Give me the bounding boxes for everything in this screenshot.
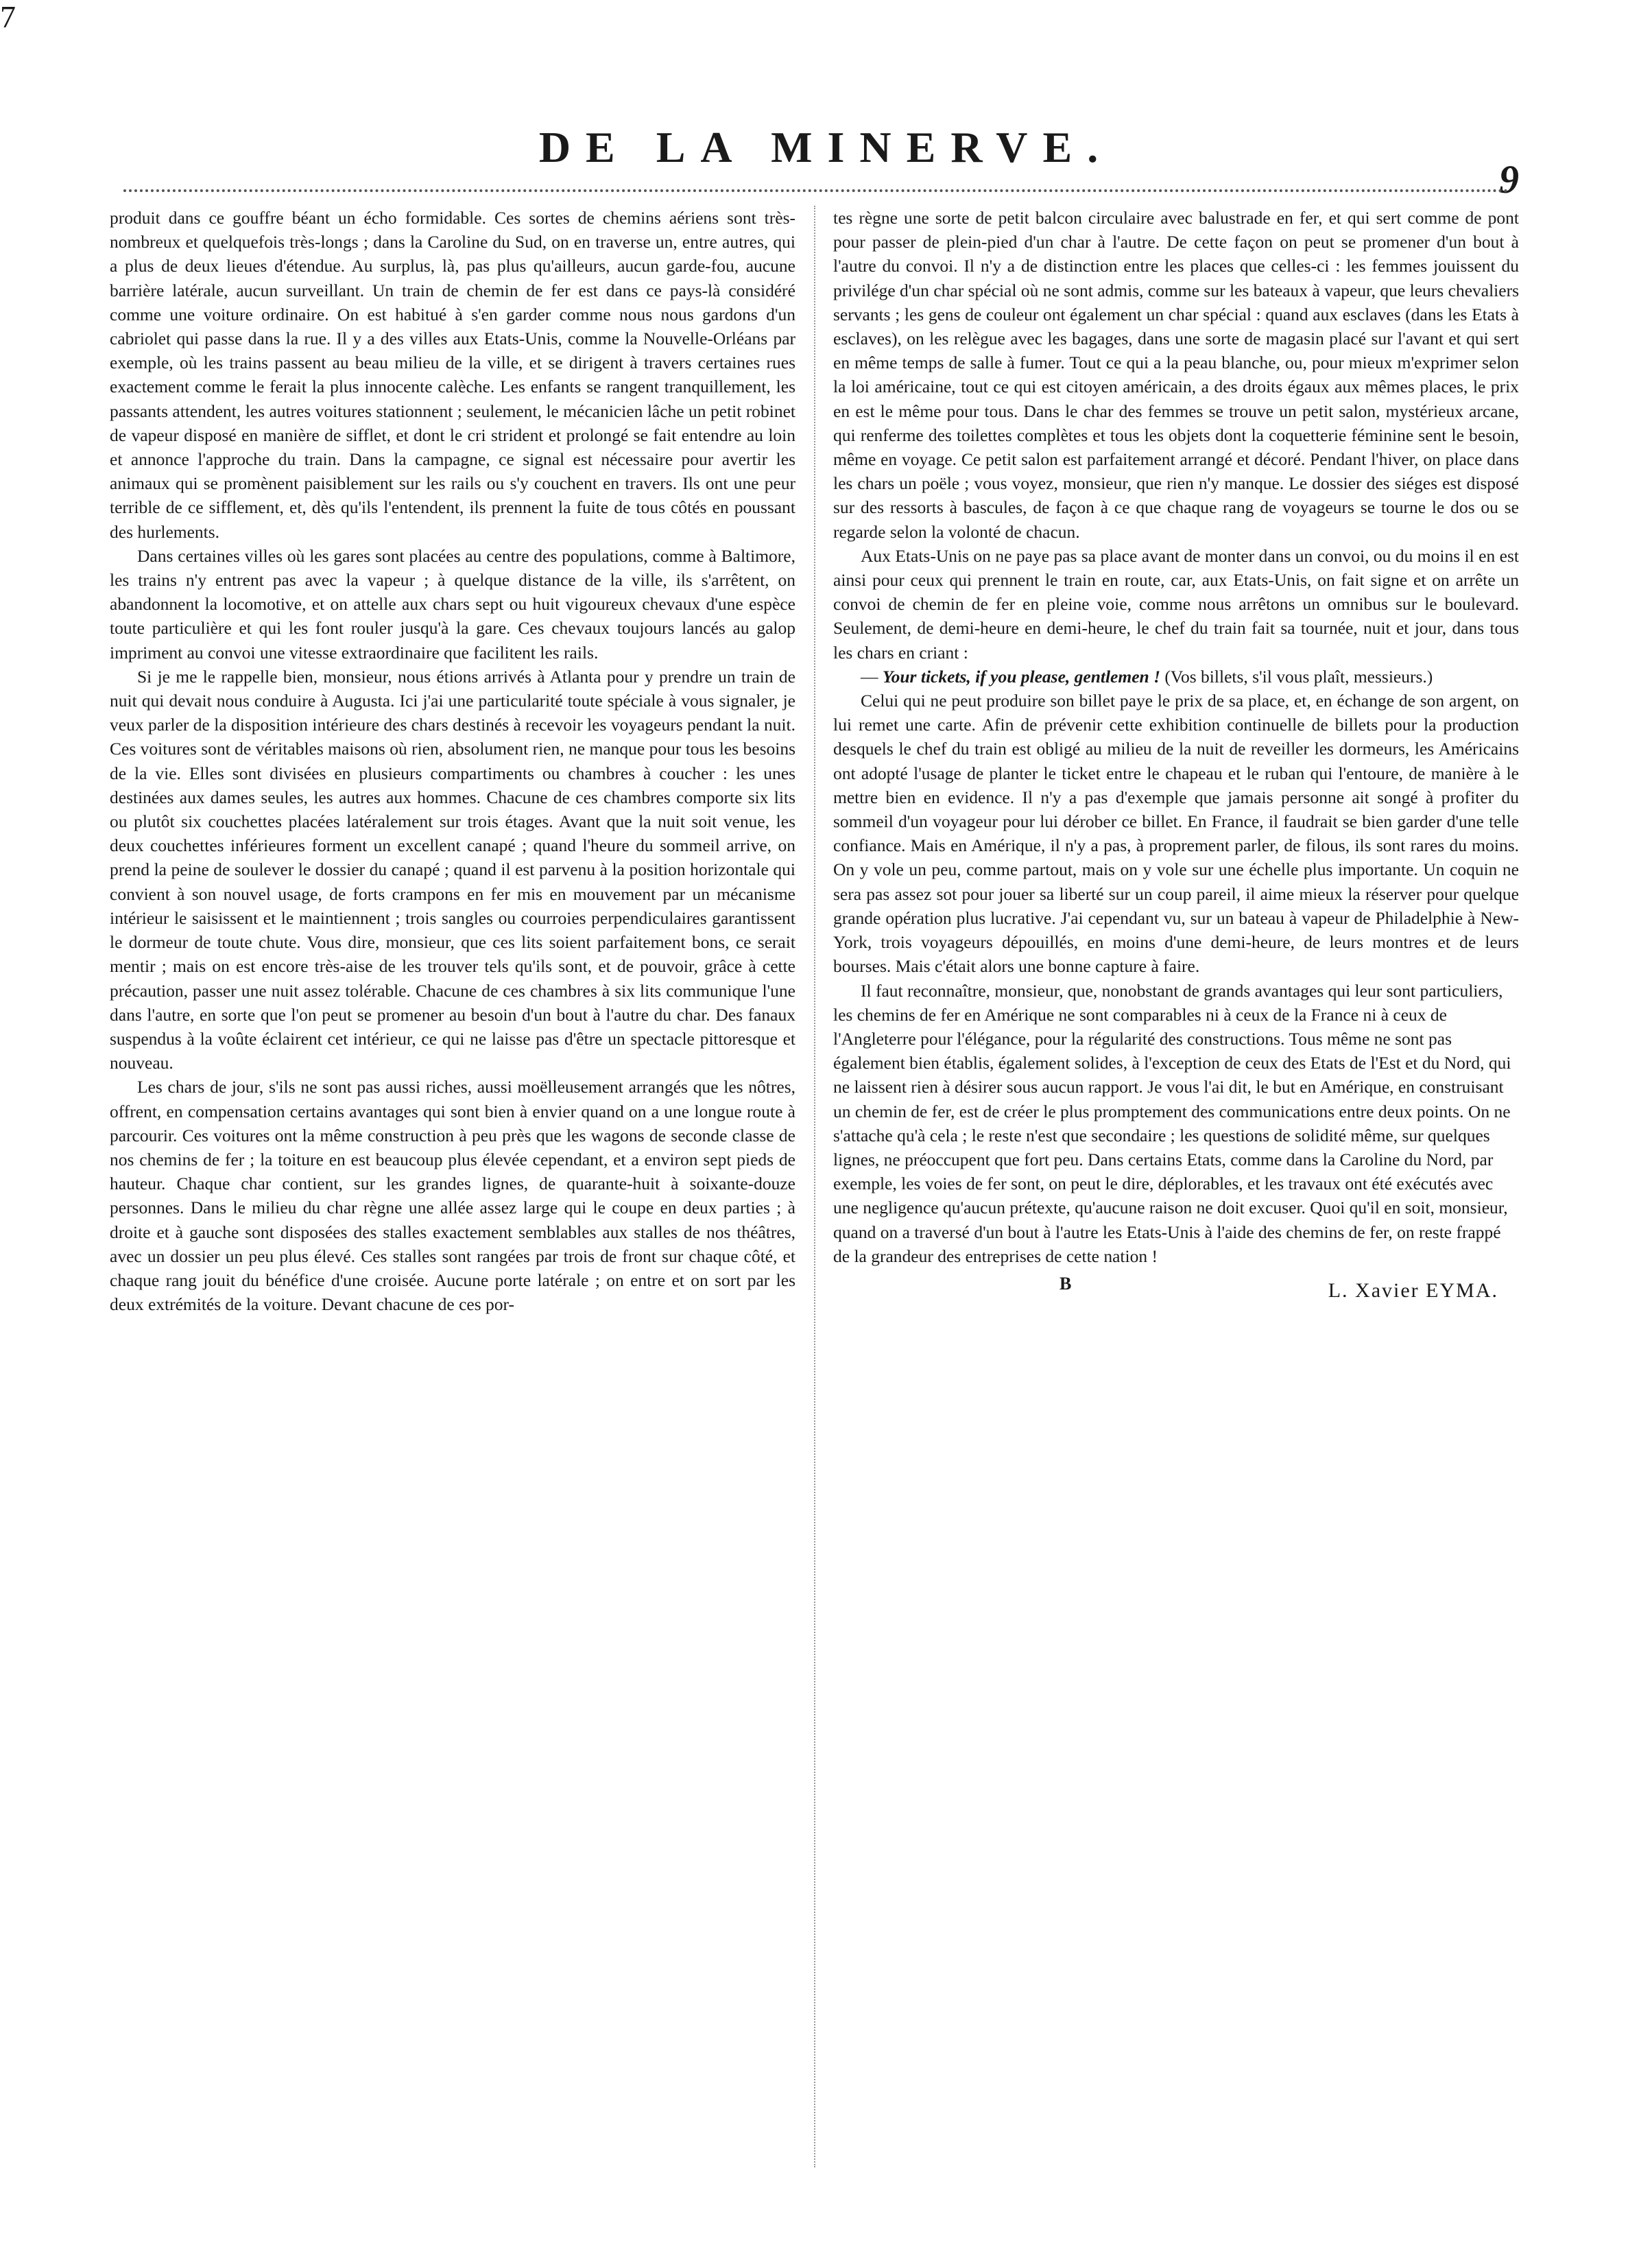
author-signature: L. Xavier EYMA.: [1328, 1278, 1498, 1302]
right-paragraph-4: Celui qui ne peut produire son billet paye le prix de sa place, et, en échange de son argent, on lui remet une carte. Afin de prévenir cette exhibition continuelle de billets pour la production desquels le chef du train est obligé au milieu de la nuit de reveiller les dormeurs, les Américains ont adopté l'usage de planter le ticket entre le chapeau et le ruban qui l'entoure, de manière à le mettre bien en evidence. Il n'y a pas d'exemple que jamais personne ait songé à profiter du sommeil d'un voyageur pour lui dérober ce billet. En France, il faudrait se bien garder d'une telle confiance. Mais en Amérique, il n'y a pas, à proprement parler, de filous, ils sont rares du moins. On y vole un peu, comme partout, mais on y vole sur une échelle plus importante. Un coquin ne sera pas assez sot pour jouer sa liberté sur un coup pareil, il aime mieux la réserver pour quelque grande opération plus lucrative. J'ai cependant vu, sur un bateau à vapeur de Philadelphie à New-York, trois voyageurs dépouillés, en moins d'une demi-heure, de leurs montres et de leurs bourses. Mais c'était alors une bonne capture à faire.: [833, 691, 1519, 977]
right-paragraph-5: Il faut reconnaître, monsieur, que, nonobstant de grands avantages qui leur sont particuliers, les chemins de fer en Amérique ne sont comparables ni à ceux de la France ni à ceux de l'Angleterre pour l'élégance, pour la régularité des constructions. Tous même ne sont pas également bien établis, également solides, à l'exception de ceux des Etats de l'Est et du Nord, qui ne laissent rien à désirer sous aucun rapport. Je vous l'ai dit, le but en Amérique, en construisant un chemin de fer, est de créer le plus promptement des communications entre deux points. On ne s'attache qu'à cela ; le reste n'est que secondaire ; les questions de solidité même, sur quelques lignes, ne préoccupent que fort peu. Dans certains Etats, comme dans la Caroline du Nord, par exemple, les voies de fer sont, on peut le dire, déplorables, et les travaux ont été exécutés avec une negligence qu'aucun prétexte, qu'aucune raison ne doit excuser. Quoi qu'il en soit, monsieur, quand on a traversé d'un bout à l'autre les Etats-Unis à l'aide des chemins de fer, on reste frappé de la grandeur des entreprises de cette nation !: [833, 980, 1511, 1266]
translation: (Vos billets, s'il vous plaît, messieurs.): [1160, 666, 1433, 687]
page-number: 9: [1499, 157, 1519, 202]
running-head: DE LA MINERVE.: [538, 123, 1114, 171]
left-paragraph-4: Les chars de jour, s'ils ne sont pas aussi riches, aussi moëlleusement arrangés que les nôtres, offrent, en compensation certains avantages qui sont bien à envier quand on a une longue route à parcourir. Ces voitures ont la même construction à peu près que les wagons de seconde classe de nos chemins de fer ; la toiture en est beaucoup plus élevée cependant, et a environ sept pieds de hauteur. Chaque char contient, sur les grandes lignes, de quarante-huit à soixante-douze personnes. Dans le milieu du char règne une allée assez large qui le coupe en deux parties ; à droite et à gauche sont disposées des stalles exactement semblables aux stalles de nos théâtres, avec un dossier un peu plus élevé. Ces stalles sont rangées par trois de front sur chaque côté, et chaque rang jouit du bénéfice d'une croisée. Aucune porte latérale ; on entre et on sort par les deux extrémités de la voiture. Devant chacune de ces por-: [110, 1077, 795, 1315]
left-paragraph-2: Dans certaines villes où les gares sont placées au centre des populations, comme à Baltimore, les trains n'y entrent pas avec la vapeur ; à quelque distance de la ville, ils s'arrêtent, on abandonnent la locomotive, et on attelle aux chars sept ou huit vigoureux chevaux d'une espèce toute particulière et qui les font rouler jusqu'à la gare. Ces chevaux toujours lancés au galop impriment au convoi une vitesse extraordinaire que facilitent les rails.: [110, 545, 795, 663]
right-column: [833, 206, 1519, 2167]
right-paragraph-3: [833, 665, 1519, 689]
signature-line: [833, 1274, 1519, 1301]
column-divider: [814, 206, 815, 2167]
left-paragraph-1: produit dans ce gouffre béant un écho formidable. Ces sortes de chemins aériens sont très-nombreux et quelquefois très-longs ; dans la Caroline du Sud, on en traverse un, entre autres, qui a plus de deux lieues d'étendue. Au surplus, là, pas plus qu'ailleurs, aucun garde-fou, aucune barrière latérale, aucun surveillant. Un train de chemin de fer est dans ce pays-là considéré comme une voiture ordinaire. On est habitué à s'en garder comme nous nous gardons d'un cabriolet qui passe dans la rue. Il y a des villes aux Etats-Unis, comme la Nouvelle-Orléans par exemple, où les trains passent au beau milieu de la ville, et se dirigent à travers certaines rues exactement comme le ferait la plus innocente calèche. Les enfants se rangent tranquillement, les passants attendent, les autres voitures stationnent ; seulement, le mécanicien lâche un petit robinet de vapeur disposé en manière de sifflet, et dont le cri strident et prolongé se fait entendre au loin et annonce l'approche du train. Dans la campagne, ce signal est nécessaire pour avertir les animaux qui se promènent paisiblement sur les rails ou s'y couchent en travers. Ils ont une peur terrible de ce sifflement, et, dès qu'ils l'entendent, ils prennent la fuite de tous côtés en poussant des hurlements.: [110, 208, 795, 542]
header-rule: [123, 189, 1509, 192]
signature-mark: B: [1060, 1273, 1072, 1294]
left-column: [110, 206, 795, 2167]
corner-page-mark: 7: [0, 0, 16, 34]
right-paragraph-2: Aux Etats-Unis on ne paye pas sa place avant de monter dans un convoi, ou du moins il en est ainsi pour ceux qui prennent le train en route, car, aux Etats-Unis, on fait signe et on arrête un convoi de chemin de fer en pleine voie, comme nous arrêtons un omnibus sur le boulevard. Seulement, de demi-heure en demi-heure, le chef du train fait sa tournée, nuit et jour, dans tous les chars en criant :: [833, 545, 1519, 663]
right-paragraph-1: tes règne une sorte de petit balcon circulaire avec balustrade en fer, et qui sert comme de pont pour passer de plein-pied d'un char à l'autre. De cette façon on peut se promener d'un bout à l'autre du convoi. Il n'y a de distinction entre les places que celles-ci : les femmes jouissent du privilége d'un char spécial où ne sont admis, comme sur les bateaux à vapeur, que leurs chevaliers servants ; les gens de couleur ont également un char spécial : quand aux esclaves (dans les Etats à esclaves), on les relègue avec les bagages, dans une sorte de magasin placé sur l'avant et qui sert en même temps de salle à fumer. Tout ce qui a la peau blanche, ou, pour mieux m'exprimer selon la loi américaine, tout ce qui est citoyen américain, a des droits égaux aux mêmes places, le prix en est le même pour tous. Dans le char des femmes se trouve un petit salon, mystérieux arcane, qui renferme des toilettes complètes et tous les objets dont la coquetterie féminine sent le besoin, même en voyage. Ce petit salon est parfaitement arrangé et décoré. Pendant l'hiver, on place dans les chars un poële ; vous voyez, monsieur, que rien n'y manque. Le dossier des siéges est disposé sur des ressorts à bascules, de façon à ce que chaque rang de voyageurs se tourne le dos ou se regarde selon la volonté de chacun.: [833, 208, 1519, 542]
dialog-dash: —: [861, 666, 883, 687]
left-paragraph-3: Si je me le rappelle bien, monsieur, nous étions arrivés à Atlanta pour y prendre un train de nuit qui devait nous conduire à Augusta. Ici j'ai une particularité toute spéciale à vous signaler, je veux parler de la disposition intérieure des chars destinés à recevoir les voyageurs pendant la nuit. Ces voitures sont de véritables maisons où rien, absolument rien, ne manque pour tous les besoins de la vie. Elles sont divisées en plusieurs compartiments ou chambres à coucher : les unes destinées aux dames seules, les autres aux hommes. Chacune de ces chambres comporte six lits ou plutôt six couchettes placées latéralement sur trois étages. Avant que la nuit soit venue, les deux couchettes inférieures forment un excellent canapé ; quand l'heure du sommeil arrive, on prend la peine de soulever le dossier du canapé ; quand il est parvenu à la position horizontale qui convient à son nouvel usage, de forts crampons en fer mis en mouvement par un mécanisme intérieur le saisissent et le maintiennent ; trois sangles ou courroies perpendiculaires garantissent le dormeur de toute chute. Vous dire, monsieur, que ces lits soient parfaitement bons, ce serait mentir ; mais on est encore très-aise de les trouver tels qu'ils sont, et de pouvoir, grâce à cette précaution, passer une nuit assez tolérable. Chacune de ces chambres à six lits communique l'une dans l'autre, en sorte que l'on peut se promener au besoin d'un bout à l'autre du char. Des fanaux suspendus à la voûte éclairent cet intérieur, ce qui ne laisse pas d'être un spectacle pittoresque et nouveau.: [110, 666, 795, 1073]
english-quote: Your tickets, if you please, gentlemen !: [882, 666, 1161, 687]
